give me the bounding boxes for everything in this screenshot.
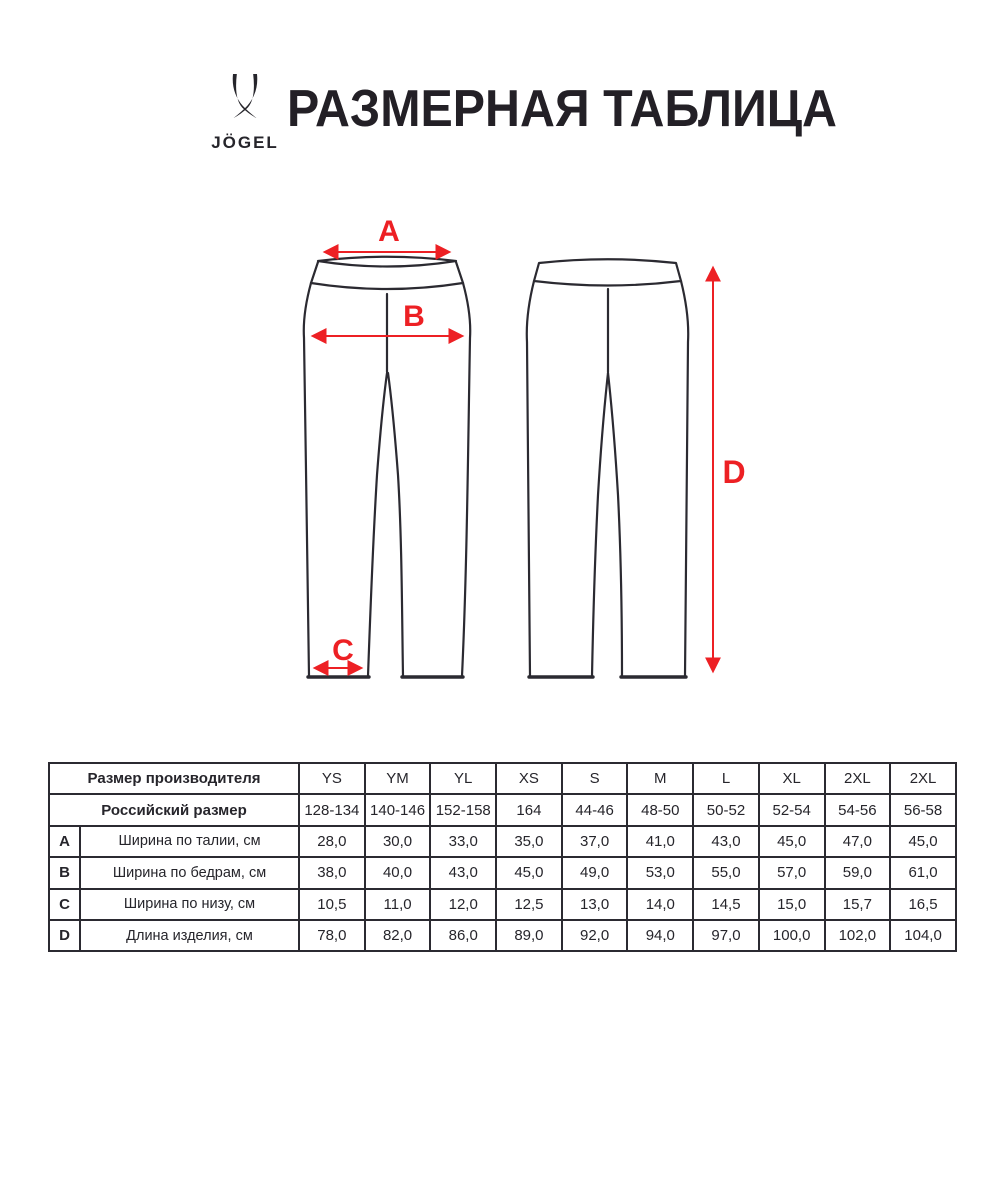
- size-header-cell: YL: [430, 763, 496, 794]
- measure-value-cell: 100,0: [759, 920, 825, 951]
- front-right-outer-seam: [462, 283, 470, 676]
- jogel-logo-icon: [221, 68, 269, 126]
- size-header-cell: YM: [365, 763, 431, 794]
- front-waistband-left-side: [311, 262, 318, 283]
- size-header-cell: 56-58: [890, 794, 956, 825]
- measure-value-cell: 30,0: [365, 826, 431, 857]
- back-waistband: [534, 259, 681, 285]
- measure-value-cell: 12,5: [496, 889, 562, 920]
- size-header-cell: YS: [299, 763, 365, 794]
- brand-wordmark: JÖGEL: [211, 133, 279, 152]
- measure-name: Ширина по бедрам, см: [80, 857, 299, 888]
- measure-value-cell: 37,0: [562, 826, 628, 857]
- size-header-cell: S: [562, 763, 628, 794]
- measure-name: Ширина по низу, см: [80, 889, 299, 920]
- russian-size-label: Российский размер: [49, 794, 299, 825]
- measure-value-cell: 78,0: [299, 920, 365, 951]
- measure-name: Длина изделия, см: [80, 920, 299, 951]
- front-waistband-right-side: [456, 262, 463, 283]
- measure-value-cell: 14,5: [693, 889, 759, 920]
- measure-value-cell: 86,0: [430, 920, 496, 951]
- size-header-cell: M: [627, 763, 693, 794]
- front-left-outer-seam: [304, 283, 311, 676]
- measure-row-c: [49, 889, 956, 920]
- size-header-cell: 152-158: [430, 794, 496, 825]
- size-header-cell: XS: [496, 763, 562, 794]
- size-header-cell: 128-134: [299, 794, 365, 825]
- measure-letter: C: [49, 889, 80, 920]
- pants-front-diagram: [304, 257, 470, 677]
- measure-value-cell: 104,0: [890, 920, 956, 951]
- measure-value-cell: 92,0: [562, 920, 628, 951]
- measure-value-cell: 43,0: [430, 857, 496, 888]
- dim-label-c: C: [332, 634, 354, 667]
- back-right-inner-seam: [608, 373, 622, 676]
- size-header-cell: 164: [496, 794, 562, 825]
- measure-value-cell: 47,0: [825, 826, 891, 857]
- measure-value-cell: 102,0: [825, 920, 891, 951]
- logo-right-horn: [233, 74, 257, 118]
- measure-value-cell: 10,5: [299, 889, 365, 920]
- manufacturer-size-row: [49, 763, 956, 794]
- measure-letter: A: [49, 826, 80, 857]
- measure-letter: B: [49, 857, 80, 888]
- measure-value-cell: 97,0: [693, 920, 759, 951]
- measure-value-cell: 43,0: [693, 826, 759, 857]
- measure-value-cell: 16,5: [890, 889, 956, 920]
- dim-label-a: A: [378, 215, 400, 248]
- measure-name: Ширина по талии, см: [80, 826, 299, 857]
- measure-value-cell: 45,0: [759, 826, 825, 857]
- measure-value-cell: 13,0: [562, 889, 628, 920]
- pants-back-diagram: [527, 259, 688, 677]
- measure-value-cell: 49,0: [562, 857, 628, 888]
- measure-value-cell: 59,0: [825, 857, 891, 888]
- measure-value-cell: 12,0: [430, 889, 496, 920]
- size-header-cell: 140-146: [365, 794, 431, 825]
- measure-value-cell: 82,0: [365, 920, 431, 951]
- measure-value-cell: 45,0: [496, 857, 562, 888]
- measure-row-a: [49, 826, 956, 857]
- logo-left-horn: [233, 74, 257, 118]
- front-right-inner-seam: [388, 373, 403, 676]
- measure-value-cell: 55,0: [693, 857, 759, 888]
- size-header-cell: 2XL: [890, 763, 956, 794]
- size-header-cell: 2XL: [825, 763, 891, 794]
- back-left-outer-seam: [527, 281, 534, 676]
- measure-row-d: [49, 920, 956, 951]
- measure-value-cell: 53,0: [627, 857, 693, 888]
- measure-value-cell: 57,0: [759, 857, 825, 888]
- front-waistband-top: [318, 257, 456, 267]
- dim-label-d: D: [722, 454, 746, 490]
- pants-size-diagram: [0, 210, 998, 690]
- measure-value-cell: 89,0: [496, 920, 562, 951]
- measure-value-cell: 40,0: [365, 857, 431, 888]
- measure-value-cell: 41,0: [627, 826, 693, 857]
- measure-value-cell: 14,0: [627, 889, 693, 920]
- size-header-cell: 48-50: [627, 794, 693, 825]
- measure-value-cell: 61,0: [890, 857, 956, 888]
- measure-value-cell: 15,0: [759, 889, 825, 920]
- measure-value-cell: 15,7: [825, 889, 891, 920]
- brand-logo: [199, 68, 291, 153]
- size-header-cell: 52-54: [759, 794, 825, 825]
- size-header-cell: 44-46: [562, 794, 628, 825]
- manufacturer-size-label: Размер производителя: [49, 763, 299, 794]
- measure-letter: D: [49, 920, 80, 951]
- russian-size-row: [49, 794, 956, 825]
- measure-value-cell: 28,0: [299, 826, 365, 857]
- measure-value-cell: 33,0: [430, 826, 496, 857]
- page-title-text: РАЗМЕРНАЯ ТАБЛИЦА: [287, 80, 837, 138]
- size-table: [48, 762, 957, 952]
- size-header-cell: 54-56: [825, 794, 891, 825]
- measure-value-cell: 38,0: [299, 857, 365, 888]
- measure-row-b: [49, 857, 956, 888]
- measure-value-cell: 35,0: [496, 826, 562, 857]
- measure-value-cell: 94,0: [627, 920, 693, 951]
- size-header-cell: 50-52: [693, 794, 759, 825]
- back-left-inner-seam: [592, 373, 608, 676]
- measure-value-cell: 11,0: [365, 889, 431, 920]
- measure-value-cell: 45,0: [890, 826, 956, 857]
- front-left-inner-seam: [368, 373, 387, 676]
- size-header-cell: XL: [759, 763, 825, 794]
- page-title: [287, 80, 878, 138]
- back-right-outer-seam: [681, 281, 688, 676]
- front-waistband-bottom-seam: [311, 283, 463, 289]
- size-header-cell: L: [693, 763, 759, 794]
- dim-label-b: B: [403, 300, 425, 333]
